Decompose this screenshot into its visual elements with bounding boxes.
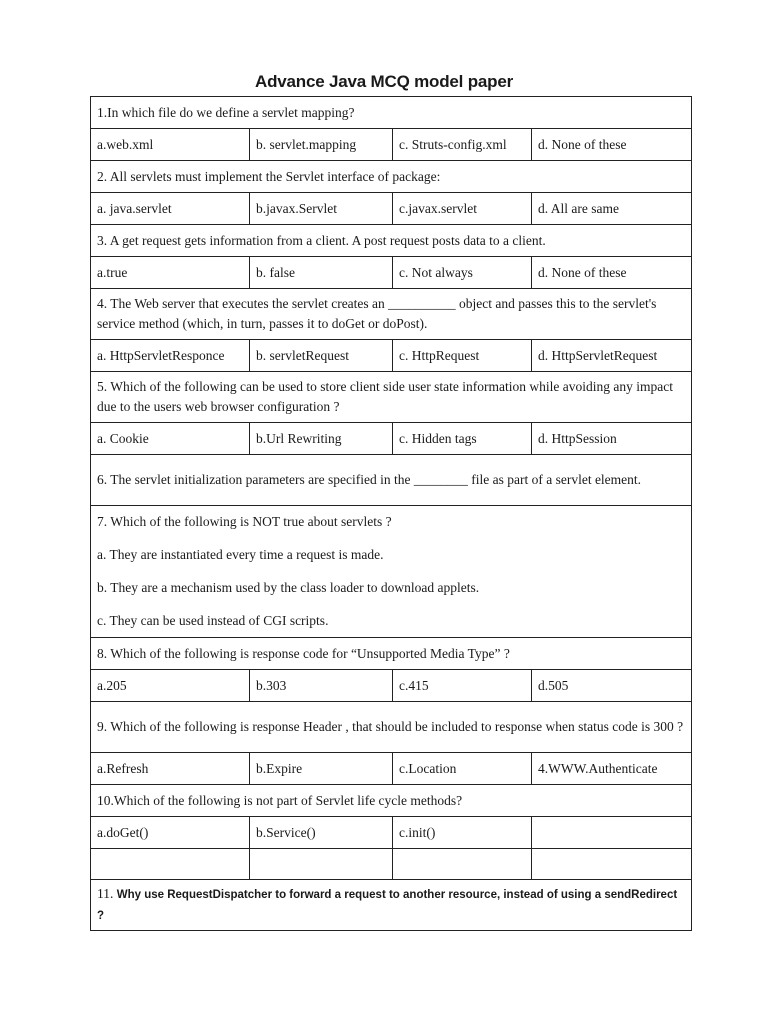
mcq-table xyxy=(90,96,692,931)
option-b: b.Expire xyxy=(250,753,393,785)
question-text: 2. All servlets must implement the Servlet interface of package: xyxy=(91,161,692,193)
option-b: b.303 xyxy=(250,670,393,702)
question-row xyxy=(91,702,692,753)
option-c: c. Struts-config.xml xyxy=(393,129,532,161)
question-row xyxy=(91,97,692,129)
option-b: b. servlet.mapping xyxy=(250,129,393,161)
option-d: d. None of these xyxy=(532,257,692,289)
statement-a: a. They are instantiated every time a request is made. xyxy=(97,547,384,562)
option-c: c.415 xyxy=(393,670,532,702)
question-text: 6. The servlet initialization parameters are specified in the ________ file as part of a servlet element. xyxy=(91,455,692,506)
option-a: a.Refresh xyxy=(91,753,250,785)
option-d: d. All are same xyxy=(532,193,692,225)
option-a: a.205 xyxy=(91,670,250,702)
options-row xyxy=(91,340,692,372)
question-text: 7. Which of the following is NOT true about servlets ? xyxy=(97,514,392,529)
option-d: d. HttpServletRequest xyxy=(532,340,692,372)
option-b: b.javax.Servlet xyxy=(250,193,393,225)
question-text: 9. Which of the following is response Header , that should be included to response when status code is 300 ? xyxy=(91,702,692,753)
option-a: a. Cookie xyxy=(91,423,250,455)
question-row xyxy=(91,506,692,638)
option-b: b.Url Rewriting xyxy=(250,423,393,455)
option-a: a. java.servlet xyxy=(91,193,250,225)
question-row xyxy=(91,880,692,931)
empty-cell xyxy=(250,849,393,880)
option-b: b.Service() xyxy=(250,817,393,849)
option-d xyxy=(532,817,692,849)
option-d: 4.WWW.Authenticate xyxy=(532,753,692,785)
statement-b: b. They are a mechanism used by the class loader to download applets. xyxy=(97,580,480,595)
empty-row xyxy=(91,849,692,880)
question-text: 3. A get request gets information from a client. A post request posts data to a client. xyxy=(91,225,692,257)
option-c: c. HttpRequest xyxy=(393,340,532,372)
question-block xyxy=(91,880,692,931)
question-row xyxy=(91,289,692,340)
option-c: c.Location xyxy=(393,753,532,785)
options-row xyxy=(91,257,692,289)
option-a: a.web.xml xyxy=(91,129,250,161)
question-row xyxy=(91,161,692,193)
option-c: c.init() xyxy=(393,817,532,849)
option-b: b. false xyxy=(250,257,393,289)
option-c: c. Not always xyxy=(393,257,532,289)
question-row xyxy=(91,455,692,506)
empty-cell xyxy=(393,849,532,880)
options-row xyxy=(91,670,692,702)
question-row xyxy=(91,638,692,670)
options-row xyxy=(91,423,692,455)
options-row xyxy=(91,817,692,849)
option-d: d. None of these xyxy=(532,129,692,161)
question-text: 1.In which file do we define a servlet mapping? xyxy=(91,97,692,129)
question-text: 4. The Web server that executes the servlet creates an __________ object and passes this to the servlet's service method (which, in turn, passes it to doGet or doPost). xyxy=(91,289,692,340)
option-c: c.javax.servlet xyxy=(393,193,532,225)
option-a: a.true xyxy=(91,257,250,289)
option-d: d. HttpSession xyxy=(532,423,692,455)
option-a: a.doGet() xyxy=(91,817,250,849)
option-a: a. HttpServletResponce xyxy=(91,340,250,372)
options-row xyxy=(91,753,692,785)
option-d: d.505 xyxy=(532,670,692,702)
options-row xyxy=(91,193,692,225)
option-c: c. Hidden tags xyxy=(393,423,532,455)
empty-cell xyxy=(91,849,250,880)
empty-cell xyxy=(532,849,692,880)
question-row xyxy=(91,785,692,817)
statement-c: c. They can be used instead of CGI scripts. xyxy=(97,613,329,628)
question-row xyxy=(91,225,692,257)
question-text: 10.Which of the following is not part of Servlet life cycle methods? xyxy=(91,785,692,817)
question-text: 8. Which of the following is response code for “Unsupported Media Type” ? xyxy=(91,638,692,670)
option-b: b. servletRequest xyxy=(250,340,393,372)
options-row xyxy=(91,129,692,161)
question-block xyxy=(91,506,692,638)
page-title: Advance Java MCQ model paper xyxy=(255,72,513,91)
question-text: Why use RequestDispatcher to forward a request to another resource, instead of using a sendRedirect ? xyxy=(97,889,678,922)
question-text: 5. Which of the following can be used to store client side user state information while avoiding any impact due to the users web browser configuration ? xyxy=(91,372,692,423)
question-number: 11. xyxy=(97,886,114,901)
question-row xyxy=(91,372,692,423)
